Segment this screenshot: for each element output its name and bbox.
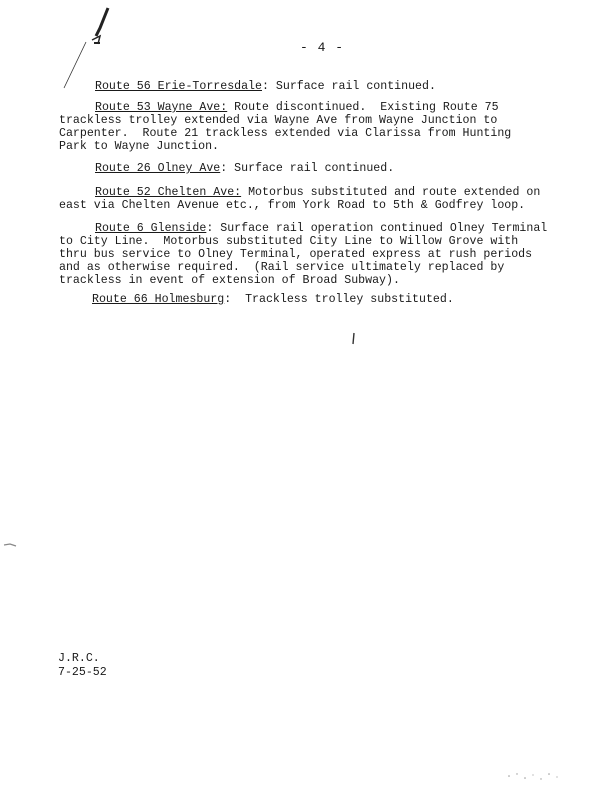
- document-date: 7-25-52: [58, 666, 107, 679]
- route-text: : Surface rail operation continued Olney Terminal to City Line. Motorbus substituted City Line to Willow Grove with thru bus service to Olney Terminal, operated express at rush periods and as otherwise required. (Rail service ultimately replaced by trackless in event of extension of Broad Subway).: [59, 222, 548, 287]
- route-heading: Route 6 Glenside: [95, 222, 207, 235]
- author-initials: J.R.C.: [58, 652, 100, 665]
- paragraph-route-52: [59, 186, 579, 212]
- route-text: Route discontinued. Existing Route 75 trackless trolley extended via Wayne Ave from Wayne Junction to Carpenter. Route 21 trackless extended via Clarissa from Hunting Park to Wayne Junction.: [59, 101, 512, 153]
- paragraph-route-53: [59, 101, 579, 153]
- paragraph-route-66: [92, 293, 612, 306]
- route-heading: Route 53 Wayne Ave:: [95, 101, 228, 114]
- route-heading: Route 66 Holmesburg: [92, 293, 225, 306]
- margin-stroke-mark: [60, 40, 90, 90]
- paragraph-route-26: [95, 162, 612, 175]
- page-number: - 4 -: [300, 40, 345, 55]
- ink-speck-mark: [2, 540, 22, 550]
- author-initials-block: [58, 652, 107, 680]
- scan-noise-mark: [505, 770, 565, 784]
- paragraph-route-6: [59, 222, 579, 287]
- ink-speck-mark: [350, 332, 358, 346]
- route-text: : Trackless trolley substituted.: [224, 293, 454, 306]
- route-heading: Route 52 Chelten Ave:: [95, 186, 242, 199]
- route-text: : Surface rail continued.: [220, 162, 395, 175]
- route-heading: Route 56 Erie-Torresdale: [95, 80, 262, 93]
- route-text: Motorbus substituted and route extended on east via Chelten Avenue etc., from York Road to 5th & Godfrey loop.: [59, 186, 541, 212]
- route-text: : Surface rail continued.: [261, 80, 436, 93]
- route-heading: Route 26 Olney Ave: [95, 162, 221, 175]
- paragraph-route-56: [95, 80, 612, 93]
- corner-scribble-mark: [86, 6, 120, 46]
